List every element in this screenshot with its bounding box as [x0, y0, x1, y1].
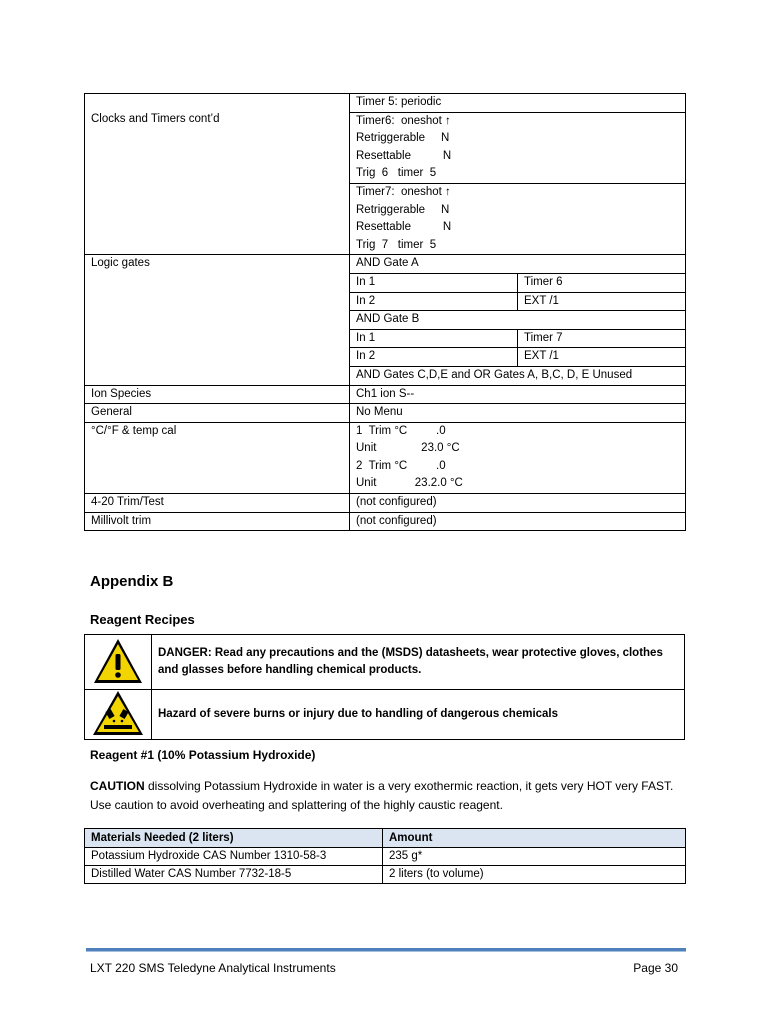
gate-a-in2-value: EXT /1 [518, 292, 686, 311]
table-row [85, 848, 686, 866]
material-cell: Potassium Hydroxide CAS Number 1310-58-3 [85, 848, 383, 866]
gate-a-in1-value: Timer 6 [518, 273, 686, 292]
footer-rule-shadow [86, 951, 686, 952]
amount-header: Amount [383, 829, 686, 848]
page-number: Page 30 [633, 961, 678, 975]
hazard-text: Hazard of severe burns or injury due to handling of dangerous chemicals [152, 690, 685, 740]
temp-value: 1 Trim °C .0 Unit 23.0 °C 2 Trim °C .0 Unit 23.2.0 °C [350, 422, 686, 493]
gate-b-in2-value: EXT /1 [518, 348, 686, 367]
row-label-millivolt: Millivolt trim [85, 512, 350, 531]
gate-b-in2: In 2 [350, 348, 518, 367]
configuration-table [84, 93, 686, 531]
timer7-cell: Timer7: oneshot ↑ Retriggerable N Resettable N Trig 7 timer 5 [350, 183, 686, 254]
caution-paragraph [90, 777, 680, 815]
material-cell: Distilled Water CAS Number 7732-18-5 [85, 866, 383, 884]
millivolt-value: (not configured) [350, 512, 686, 531]
gate-a-in1: In 1 [350, 273, 518, 292]
warning-table [84, 634, 685, 740]
materials-header: Materials Needed (2 liters) [85, 829, 383, 848]
general-value: No Menu [350, 404, 686, 423]
row-label-general: General [85, 404, 350, 423]
danger-sign-icon [85, 635, 152, 690]
ion-value: Ch1 ion S-- [350, 385, 686, 404]
row-label-trim: 4-20 Trim/Test [85, 494, 350, 513]
timer5-cell: Timer 5: periodic [350, 94, 686, 113]
materials-table [84, 828, 686, 884]
row-label-ion: Ion Species [85, 385, 350, 404]
trim-value: (not configured) [350, 494, 686, 513]
footer-title: LXT 220 SMS Teledyne Analytical Instruments [90, 961, 336, 975]
reagent-recipes-heading: Reagent Recipes [90, 612, 195, 627]
table-row [85, 866, 686, 884]
gates-unused: AND Gates C,D,E and OR Gates A, B,C, D, E Unused [350, 366, 686, 385]
caution-text: dissolving Potassium Hydroxide in water is a very exothermic reaction, it gets very HOT very FAST. Use caution to avoid overheating and splattering of the highly caustic reagent. [90, 779, 674, 812]
gate-a-title: AND Gate A [350, 255, 686, 274]
timer6-cell: Timer6: oneshot ↑ Retriggerable N Resettable N Trig 6 timer 5 [350, 112, 686, 183]
row-label-logic: Logic gates [85, 255, 350, 385]
row-label-clocks: Clocks and Timers cont’d [85, 94, 350, 255]
danger-text: DANGER: Read any precautions and the (MSDS) datasheets, wear protective gloves, clothes and glasses before handling chemical products. [152, 635, 685, 690]
amount-cell: 2 liters (to volume) [383, 866, 686, 884]
amount-cell: 235 g* [383, 848, 686, 866]
gate-b-in1: In 1 [350, 329, 518, 348]
gate-b-title: AND Gate B [350, 311, 686, 330]
reagent1-title: Reagent #1 (10% Potassium Hydroxide) [90, 748, 316, 762]
gate-a-in2: In 2 [350, 292, 518, 311]
appendix-heading: Appendix B [90, 573, 174, 590]
row-label-temp: °C/°F & temp cal [85, 422, 350, 493]
caution-word: CAUTION [90, 779, 145, 793]
gate-b-in1-value: Timer 7 [518, 329, 686, 348]
corrosive-hazard-icon [85, 690, 152, 740]
